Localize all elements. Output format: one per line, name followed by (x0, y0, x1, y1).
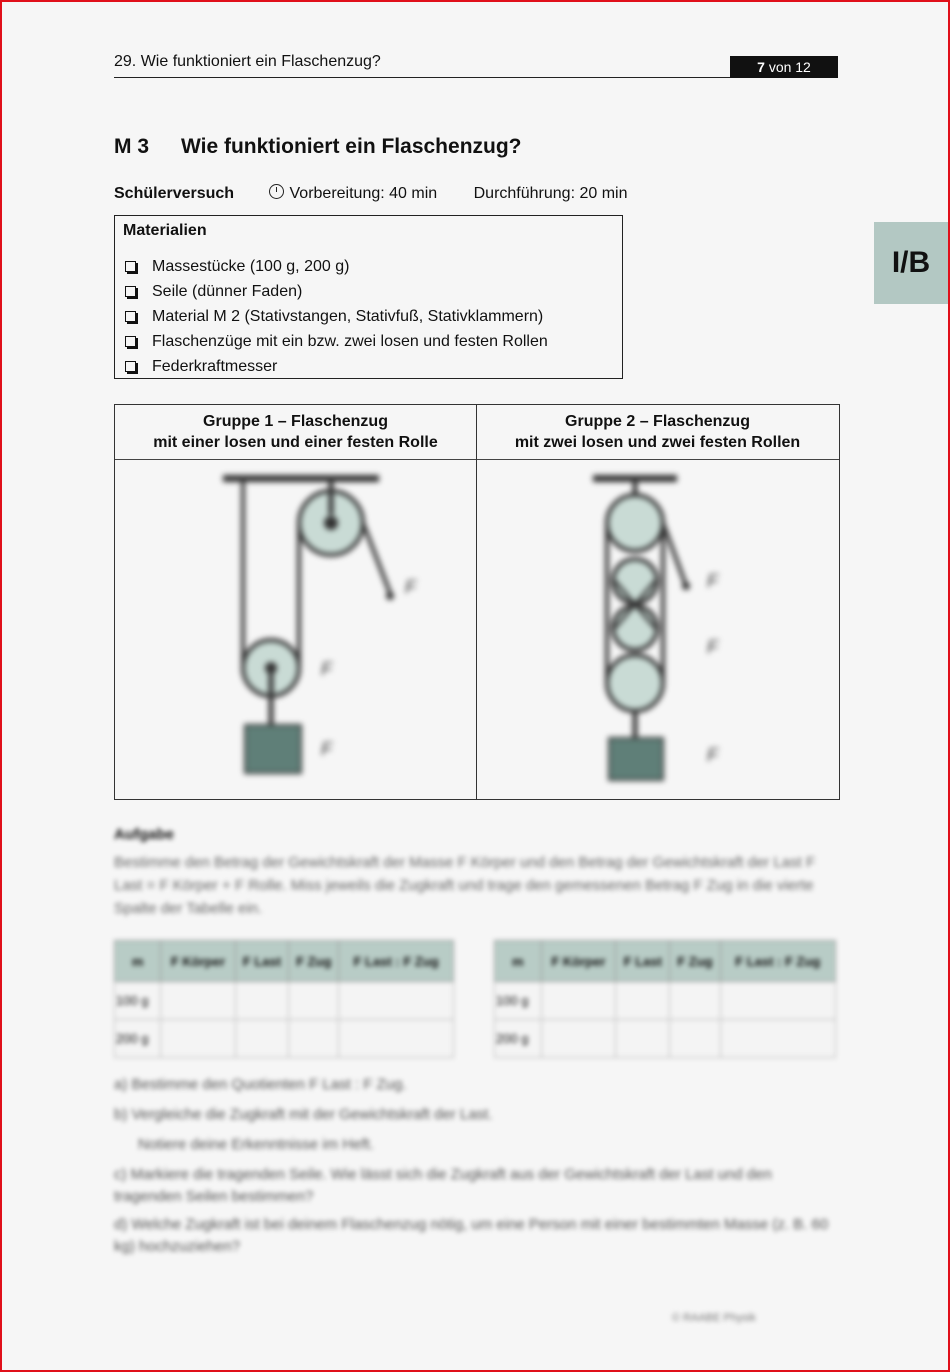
table-cell: 200 g (495, 1020, 542, 1058)
checkbox-icon (125, 286, 136, 297)
task-text: Bestimme den Betrag der Gewichtskraft der Masse F Körper und den Betrag der Gewichtskraft der Last F Last = F Körper + F Rolle. Miss jeweils die Zugkraft und trage den gemessenen Betrag F Zug in die vierte Spalte der Tabelle ein. (114, 854, 816, 917)
section-title: Wie funktioniert ein Flaschenzug? (181, 135, 522, 158)
level-tab: I/B (874, 222, 948, 304)
pulley-diagram-1 (205, 463, 465, 793)
table-header-cell: F Zug (670, 941, 720, 982)
question-b-note: Notiere deine Erkenntnisse im Heft. (138, 1136, 374, 1153)
checkbox-icon (125, 311, 136, 322)
list-item (123, 254, 548, 279)
page-total: von 12 (768, 59, 811, 75)
svg-text:F: F (707, 571, 718, 591)
table-row (495, 1020, 836, 1058)
list-item (123, 279, 548, 304)
section-heading (114, 135, 522, 159)
table-header-cell: F Körper (541, 941, 616, 982)
table-header-row (495, 941, 836, 982)
list-item (123, 304, 548, 329)
experiment-type: Schülerversuch (114, 185, 235, 202)
material-label: Seile (dünner Faden) (152, 283, 303, 300)
svg-text:F: F (321, 659, 332, 679)
group-setup-panel (114, 404, 840, 800)
svg-text:F: F (707, 745, 718, 765)
table-cell: 200 g (115, 1020, 161, 1058)
table-header-cell: F Last (616, 941, 670, 982)
question-a: a) Bestimme den Quotienten F Last : F Zug. (114, 1076, 407, 1093)
pulley-diagram-2 (585, 463, 815, 793)
material-label: Flaschenzüge mit ein bzw. zwei losen und festen Rollen (152, 333, 548, 350)
table-header-cell: F Körper (161, 941, 235, 982)
measurement-table-2 (494, 940, 836, 1058)
material-label: Material M 2 (Stativstangen, Stativfuß, Stativklammern) (152, 308, 544, 325)
preparation-time: Vorbereitung: 40 min (289, 185, 438, 202)
group-1-title: Gruppe 1 – Flaschenzug (203, 413, 388, 430)
checkbox-icon (125, 336, 136, 347)
table-row (115, 982, 454, 1020)
svg-text:F: F (707, 637, 718, 657)
svg-text:F: F (321, 739, 332, 759)
group-2-subtitle: mit zwei losen und zwei festen Rollen (514, 434, 801, 451)
page-current: 7 (757, 59, 765, 75)
footer-copyright: © RAABE Physik (672, 1312, 756, 1324)
question-b: b) Vergleiche die Zugkraft mit der Gewichtskraft der Last. (114, 1106, 493, 1123)
group-1-header-rule (115, 459, 476, 460)
table-cell: 100 g (115, 982, 161, 1020)
list-item (123, 329, 548, 354)
experiment-meta (114, 183, 627, 203)
execution-time: Durchführung: 20 min (473, 185, 628, 202)
table-header-cell: m (495, 941, 542, 982)
material-label: Federkraftmesser (152, 358, 278, 375)
materials-box (114, 215, 623, 379)
svg-text:F: F (405, 577, 416, 597)
section-number: M 3 (114, 135, 150, 158)
checkbox-icon (125, 261, 136, 272)
materials-list (123, 254, 548, 379)
group-divider (476, 405, 477, 799)
group-1-subtitle: mit einer losen und einer festen Rolle (153, 434, 438, 451)
table-header-cell: F Zug (289, 941, 339, 982)
table-header-row (115, 941, 454, 982)
task-title: Aufgabe (114, 826, 174, 843)
page-number-badge (730, 56, 838, 78)
table-header-cell: m (115, 941, 161, 982)
task-section (114, 826, 838, 920)
checkbox-icon (125, 361, 136, 372)
table-row (495, 982, 836, 1020)
group-2-header-rule (477, 459, 839, 460)
clock-icon (269, 184, 284, 199)
running-header-title: 29. Wie funktioniert ein Flaschenzug? (114, 53, 381, 70)
table-row (115, 1020, 454, 1058)
table-header-cell: F Last : F Zug (339, 941, 454, 982)
materials-title: Materialien (123, 222, 207, 239)
table-cell: 100 g (495, 982, 542, 1020)
question-c: c) Markiere die tragenden Seile. Wie lässt sich die Zugkraft aus der Gewichtskraft der Last und den tragenden Seilen bestimmen? (114, 1166, 772, 1205)
material-label: Massestücke (100 g, 200 g) (152, 258, 350, 275)
table-header-cell: F Last (235, 941, 289, 982)
group-2-heading (477, 411, 838, 453)
group-1-heading (115, 411, 476, 453)
list-item (123, 354, 548, 379)
group-2-title: Gruppe 2 – Flaschenzug (565, 413, 750, 430)
question-d: d) Welche Zugkraft ist bei deinem Flaschenzug nötig, um eine Person mit einer bestimmten Masse (z. B. 60 kg) hochzuziehen? (114, 1216, 829, 1255)
table-header-cell: F Last : F Zug (720, 941, 835, 982)
measurement-table-1 (114, 940, 454, 1058)
